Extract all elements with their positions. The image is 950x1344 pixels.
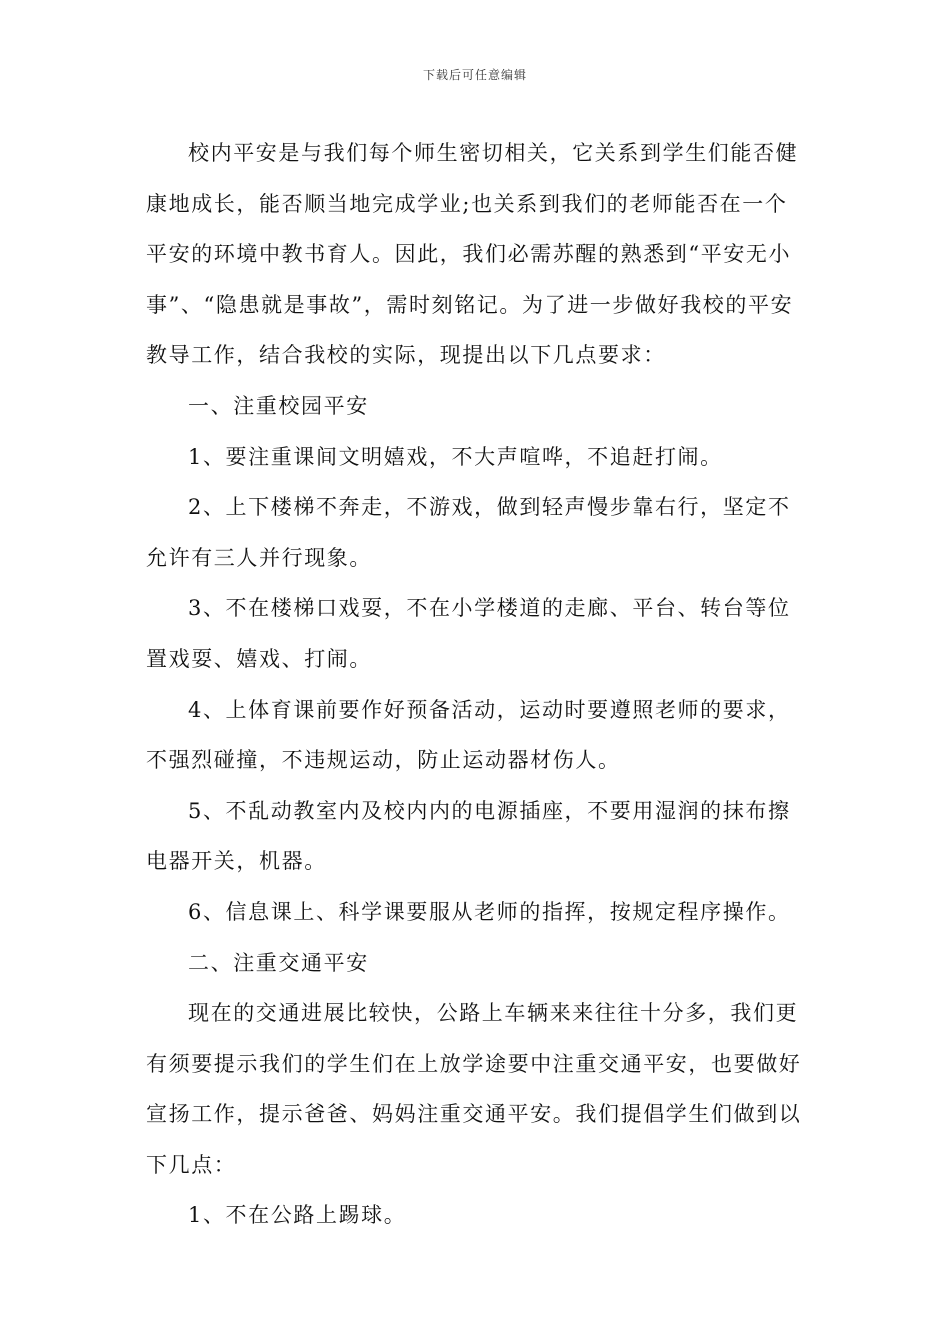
campus-rule-3: 3、不在楼梯口戏耍，不在小学楼道的走廊、平台、转台等位置戏耍、嬉戏、打闹。 bbox=[146, 596, 791, 671]
traffic-intro-paragraph: 现在的交通进展比较快，公路上车辆来来往往十分多，我们更有须要提示我们的学生们在上放学途要中注重交通平安，也要做好宣扬工作，提示爸爸、妈妈注重交通平安。我们提倡学生们做到以下几点： bbox=[146, 1001, 802, 1177]
campus-rule-6: 6、信息课上、科学课要服从老师的指挥，按规定程序操作。 bbox=[188, 899, 791, 924]
page-header-note: 下载后可任意编辑 bbox=[422, 68, 527, 82]
document-body bbox=[146, 128, 806, 1241]
section-heading-campus-safety: 一、注重校园平安 bbox=[188, 393, 369, 418]
campus-rule-5: 5、不乱动教室内及校内内的电源插座，不要用湿润的抹布擦电器开关，机器。 bbox=[146, 798, 791, 874]
campus-rule-1: 1、要注重课间文明嬉戏，不大声喧哗，不追赶打闹。 bbox=[188, 444, 723, 469]
intro-paragraph: 校内平安是与我们每个师生密切相关，它关系到学生们能否健康地成长，能否顺当地完成学业;也关系到我们的老师能否在一个平安的环境中教书育人。因此，我们必需苏醒的熟悉到“平安无小事”、“隐患就是事故”，需时刻铭记。为了进一步做好我校的平安教导工作，结合我校的实际，现提出以下几点要求： bbox=[146, 141, 799, 368]
campus-rule-4: 4、上体育课前要作好预备活动，运动时要遵照老师的要求，不强烈碰撞，不违规运动，防止运动器材伤人。 bbox=[146, 697, 791, 773]
traffic-rule-1: 1、不在公路上踢球。 bbox=[188, 1203, 407, 1228]
campus-rule-2: 2、上下楼梯不奔走，不游戏，做到轻声慢步靠右行，坚定不允许有三人并行现象。 bbox=[146, 495, 791, 570]
section-heading-traffic-safety: 二、注重交通平安 bbox=[188, 950, 369, 975]
